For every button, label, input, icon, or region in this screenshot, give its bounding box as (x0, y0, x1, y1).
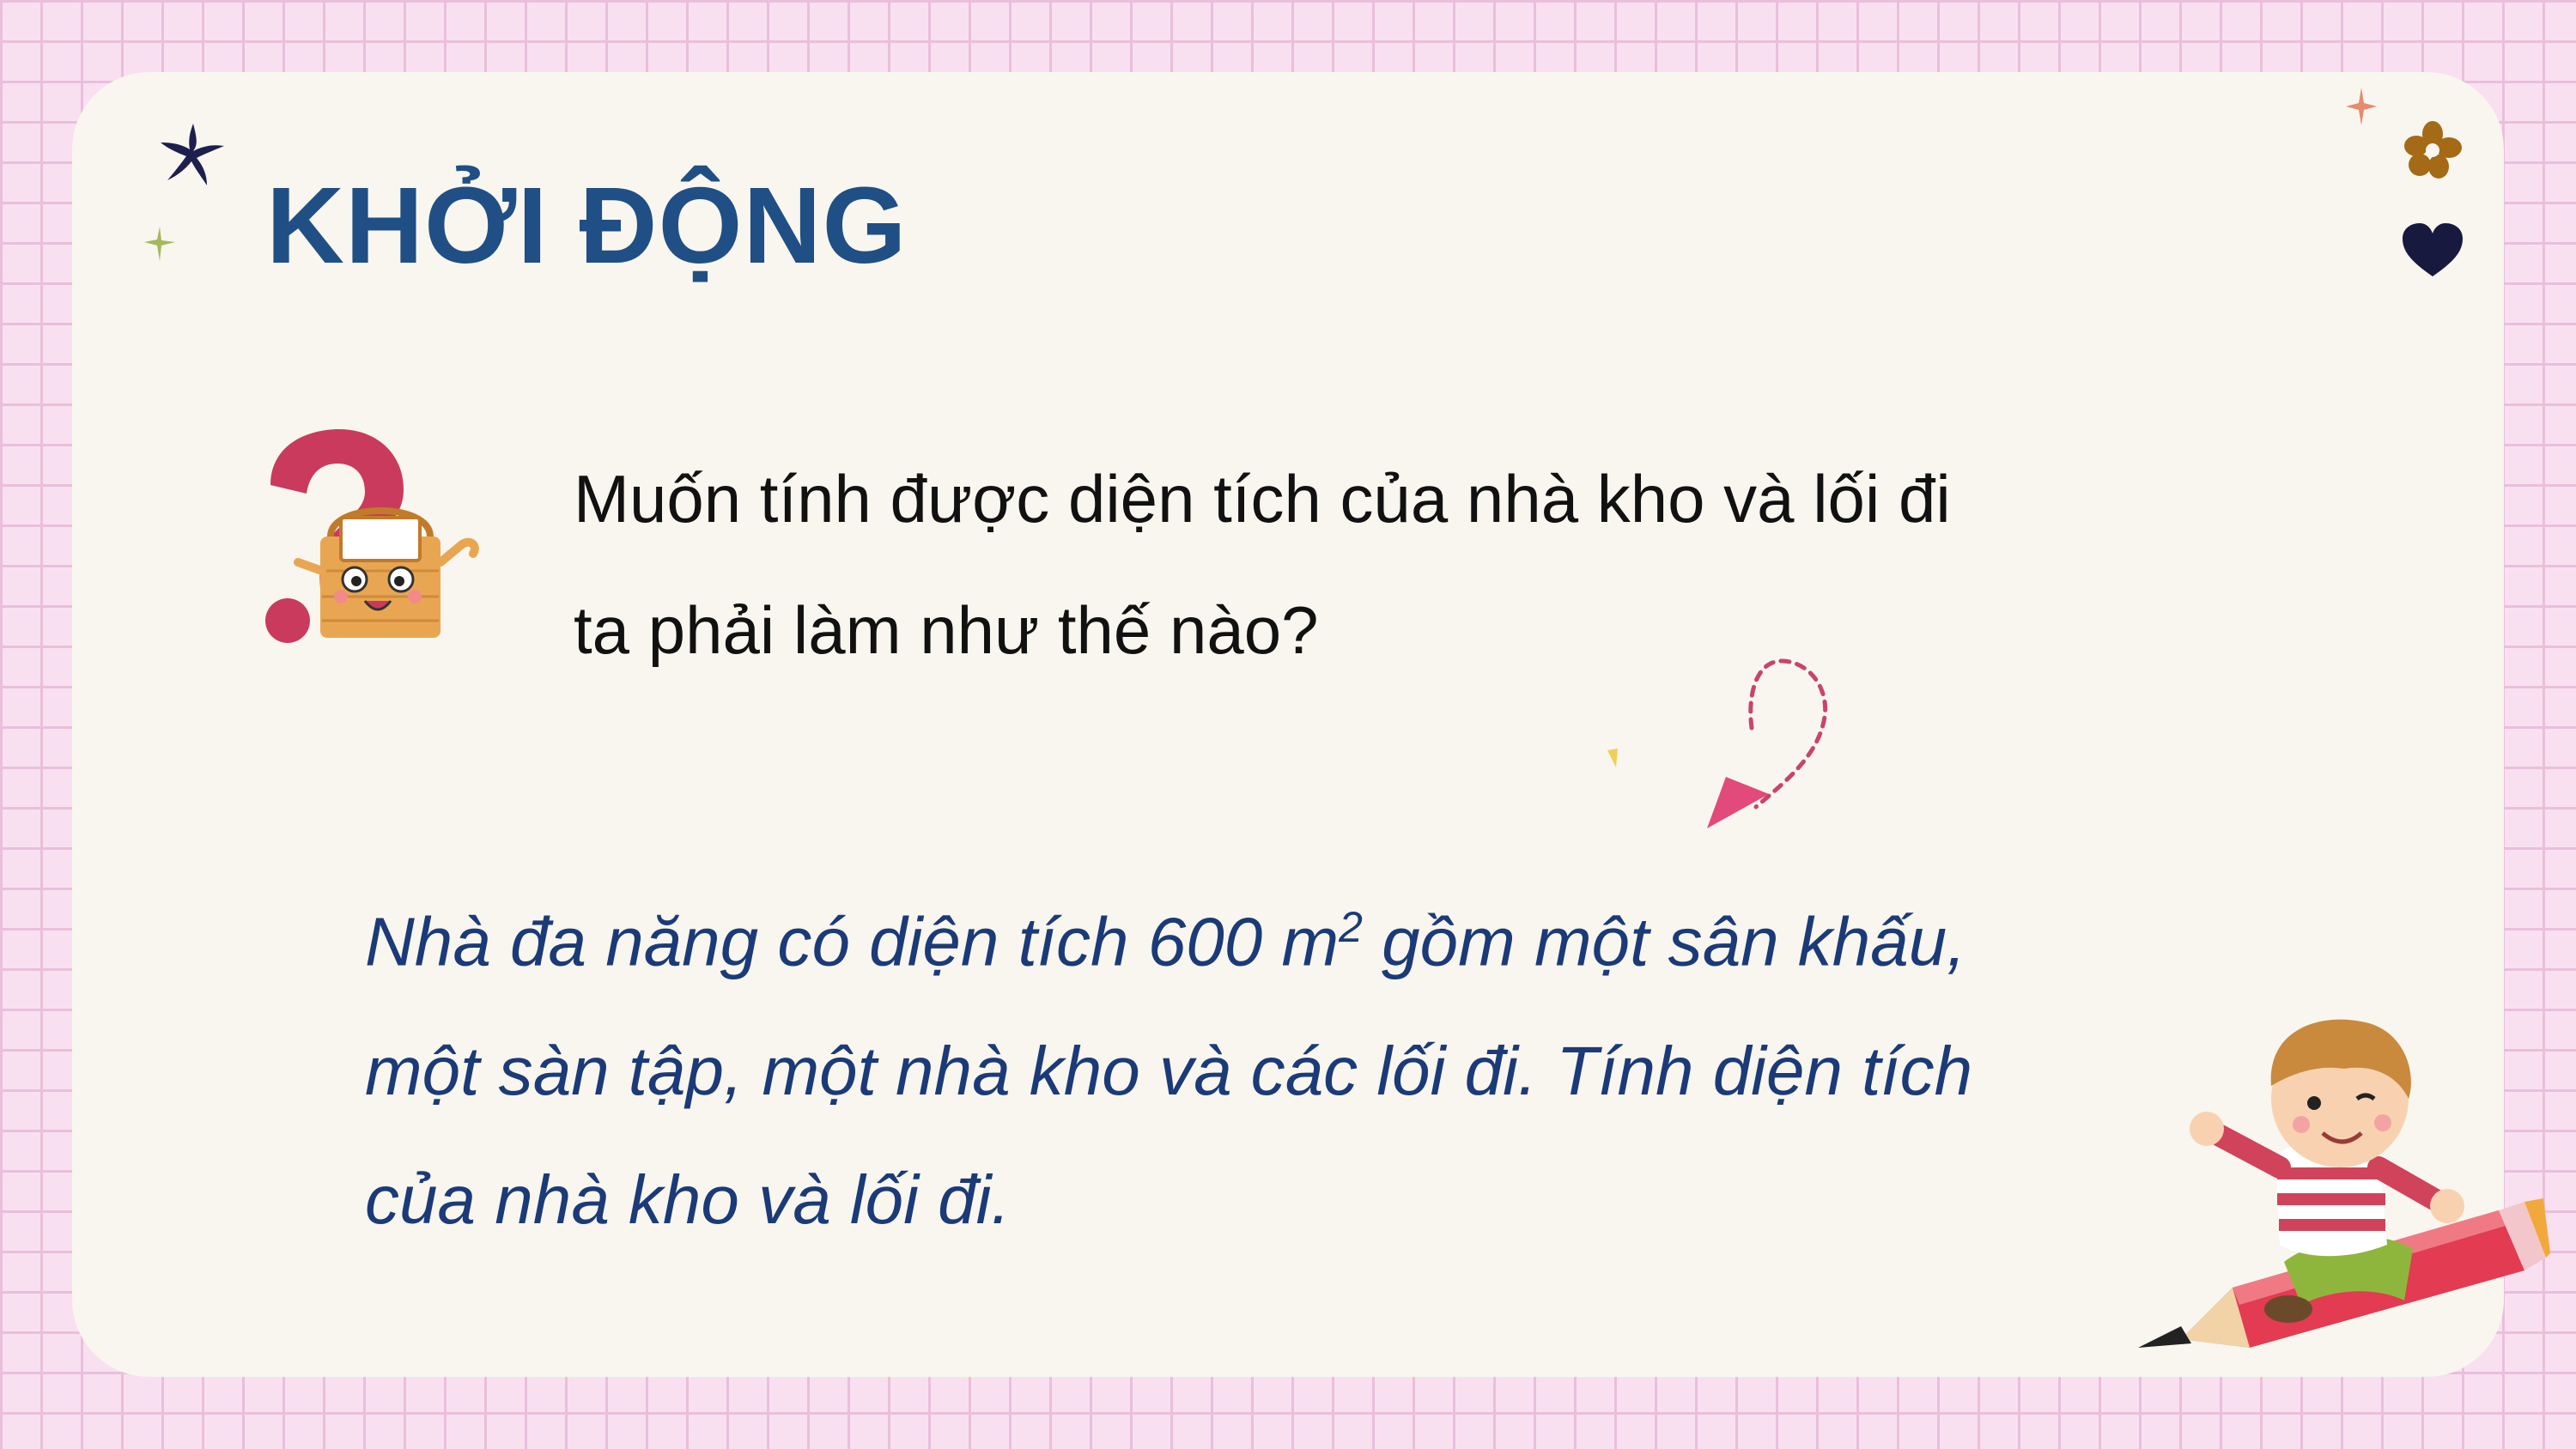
question-line-2: ta phải làm như thế nào? (574, 592, 1319, 668)
question-basket-icon (245, 425, 485, 648)
sparkle-icon (143, 225, 177, 263)
problem-line-1-start: Nhà đa năng có diện tích 600 m (365, 903, 1340, 980)
problem-line-1 (365, 863, 2168, 1007)
star-icon (159, 120, 228, 189)
question-line-1: Muốn tính được diện tích của nhà kho và lối đi (574, 461, 1951, 537)
sparkle-icon (2344, 86, 2379, 127)
problem-text (365, 863, 2168, 1264)
problem-line-1-end: gồm một sân khấu, (1362, 903, 1966, 980)
dashed-arrow-icon (1597, 652, 1855, 841)
square-exponent: 2 (1339, 903, 1363, 951)
page-title: KHỞI ĐỘNG (266, 165, 908, 286)
flower-icon (2403, 120, 2463, 180)
heart-icon (2401, 221, 2464, 280)
problem-line-3: của nhà kho và lối đi. (365, 1161, 1011, 1238)
boy-on-pencil-icon (2121, 1004, 2550, 1365)
problem-line-2: một sàn tập, một nhà kho và các lối đi. Tính diện tích (365, 1032, 1973, 1109)
question-text (574, 433, 2205, 696)
